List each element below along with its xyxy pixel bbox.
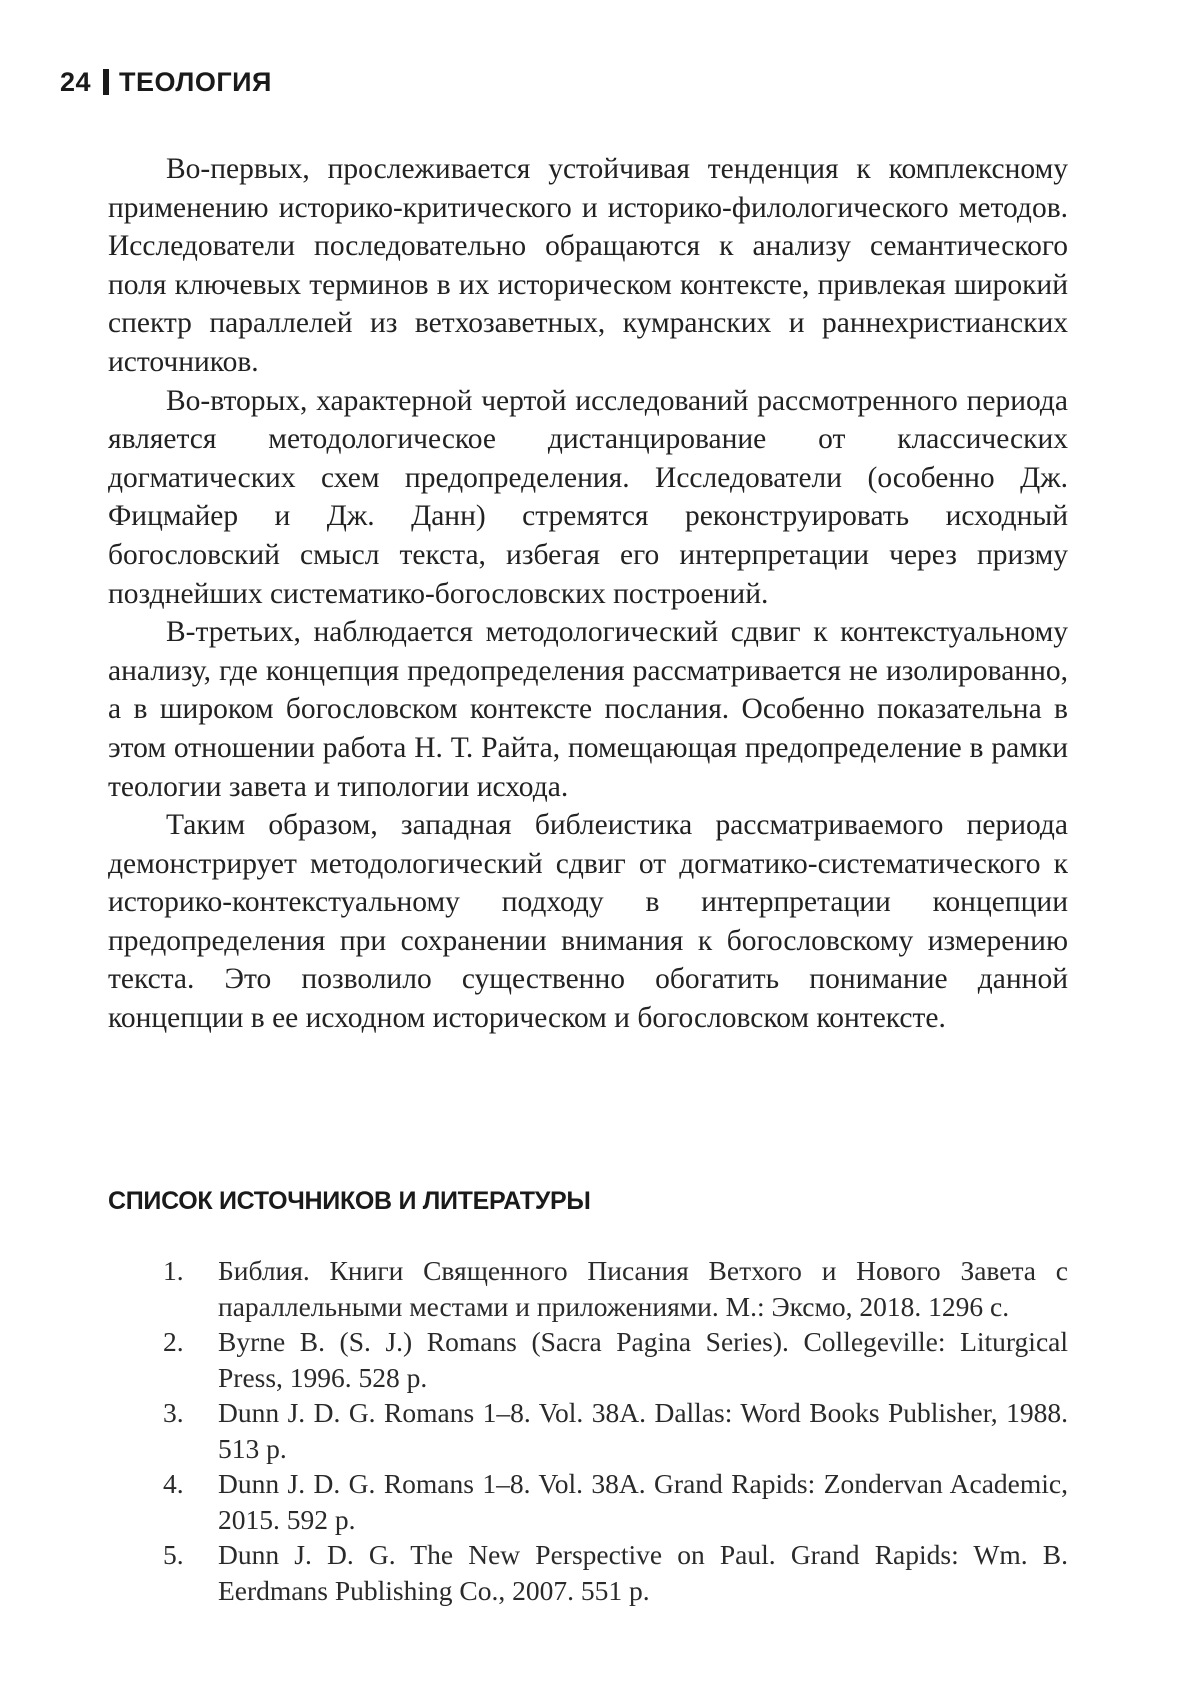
- reference-text: Библия. Книги Священного Писания Ветхого и Нового Завета с параллельными местами и приложениями. М.: Эксмо, 2018. 1296 с.: [218, 1255, 1068, 1322]
- paragraph: В-третьих, наблюдается методологический сдвиг к контекстуальному анализу, где концепция предопределения рассматривается не изолированно, а в широком богословском контексте послания. Особенно показательна в этом отношении работа Н. Т. Райта, помещающая предопределение в рамки теологии завета и типологии исхода.: [108, 616, 1068, 803]
- running-head: [60, 64, 272, 100]
- separator-bar: [103, 69, 109, 95]
- reference-item: [108, 1466, 1068, 1537]
- reference-item: [108, 1324, 1068, 1395]
- reference-number: 5.: [163, 1539, 184, 1570]
- reference-item: [108, 1395, 1068, 1466]
- references-heading: СПИСОК ИСТОЧНИКОВ И ЛИТЕРАТУРЫ: [108, 1187, 591, 1215]
- reference-item: [108, 1537, 1068, 1608]
- paragraph: Во-первых, прослеживается устойчивая тенденция к комплексному применению историко-критического и историко-филологического методов. Исследователи последовательно обращаются к анализу семантического поля ключевых терминов в их историческом контексте, привлекая широкий спектр параллелей из ветхозаветных, кумранских и раннехристианских источников.: [108, 153, 1068, 378]
- paragraph: Во-вторых, характерной чертой исследований рассмотренного периода является методологическое дистанцирование от классических догматических схем предопределения. Исследователи (особенно Дж. Фицмайер и Дж. Данн) стремятся реконструировать исходный богословский смысл текста, избегая его интерпретации через призму позднейших систематико-богословских построений.: [108, 384, 1068, 610]
- paragraph: Таким образом, западная библеистика рассматриваемого периода демонстрирует методологический сдвиг от догматико-систематического к историко-контекстуальному подходу в интерпретации концепции предопределения при сохранении внимания к богословскому измерению текста. Это позволило существенно обогатить понимание данной концепции в ее исходном историческом и богословском контексте.: [108, 809, 1068, 1035]
- reference-number: 2.: [163, 1326, 184, 1357]
- reference-item: [108, 1253, 1068, 1324]
- page-number: 24: [60, 66, 92, 97]
- reference-list: [108, 1253, 1068, 1608]
- reference-number: 4.: [163, 1468, 184, 1499]
- section-title: ТЕОЛОГИЯ: [119, 66, 272, 97]
- reference-text: Byrne B. (S. J.) Romans (Sacra Pagina Series). Collegeville: Liturgical Press, 1996. 528 p.: [218, 1326, 1068, 1393]
- reference-text: Dunn J. D. G. The New Perspective on Paul. Grand Rapids: Wm. B. Eerdmans Publishing Co., 2007. 551 p.: [218, 1539, 1068, 1606]
- reference-number: 3.: [163, 1397, 184, 1428]
- reference-text: Dunn J. D. G. Romans 1–8. Vol. 38A. Grand Rapids: Zondervan Academic, 2015. 592 p.: [218, 1468, 1068, 1535]
- reference-text: Dunn J. D. G. Romans 1–8. Vol. 38A. Dallas: Word Books Publisher, 1988. 513 p.: [218, 1397, 1068, 1464]
- reference-number: 1.: [163, 1255, 184, 1286]
- body-text: [108, 150, 1068, 1038]
